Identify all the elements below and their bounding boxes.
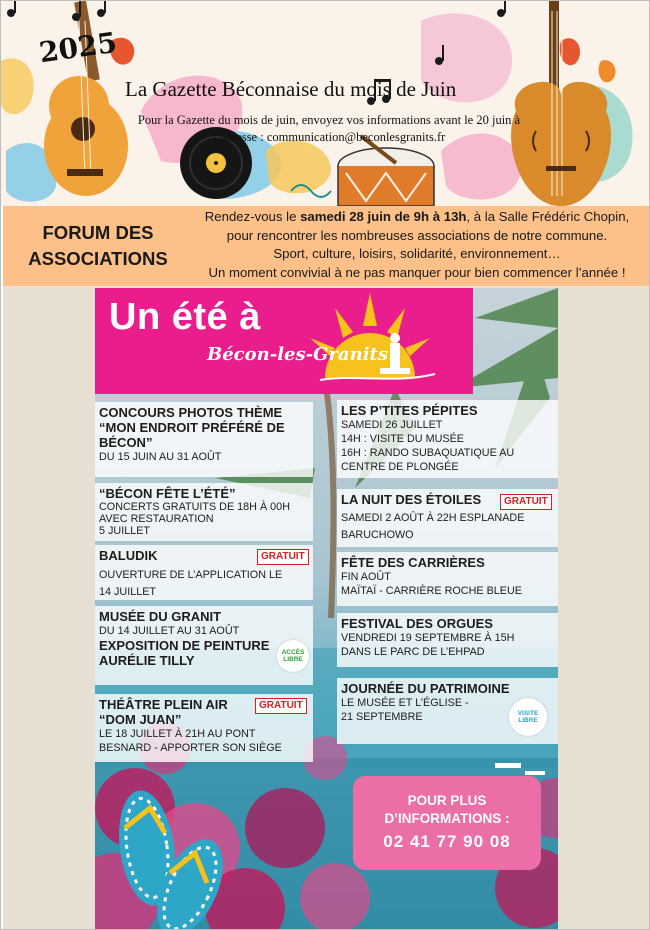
event-concours-photos	[95, 402, 313, 477]
event-detail: FIN AOÛT	[341, 571, 391, 583]
info-line2: D’INFORMATIONS :	[384, 811, 510, 826]
forum-line3: Sport, culture, loisirs, solidarité, environnement…	[273, 246, 561, 261]
gratuit-badge: GRATUIT	[255, 698, 307, 714]
event-detail: CONCERTS GRATUITS DE 18H À 00H	[99, 501, 290, 513]
year-label: 2025	[37, 25, 119, 70]
event-detail: SAMEDI 2 AOÛT À 22H ESPLANADE	[341, 512, 525, 524]
forum-band	[3, 206, 649, 286]
event-title: BALUDIK	[99, 548, 158, 563]
event-detail: AVEC RESTAURATION	[99, 513, 214, 525]
info-line1: POUR PLUS	[407, 793, 487, 808]
event-title: JOURNÉE DU PATRIMOINE	[341, 681, 510, 696]
gratuit-badge: GRATUIT	[500, 494, 552, 510]
event-detail: VENDREDI 19 SEPTEMBRE À 15H	[341, 632, 515, 644]
gazette-subtitle-line1: Pour la Gazette du mois de juin, envoyez vos informations avant le 20 juin à	[137, 113, 521, 127]
event-musee-granit	[95, 606, 313, 685]
event-theatre-plein-air	[95, 694, 313, 762]
info-box	[353, 776, 541, 870]
event-becon-fete-ete	[95, 483, 313, 541]
event-detail: BARUCHOWO	[341, 529, 414, 541]
event-baludik	[95, 545, 313, 600]
event-detail: CENTRE DE PLONGÉE	[341, 461, 459, 473]
event-detail: LE MUSÉE ET L’ÉGLISE -	[341, 697, 469, 709]
event-detail: MAÏTAÏ - CARRIÈRE ROCHE BLEUE	[341, 585, 522, 597]
event-detail: BESNARD - APPORTER SON SIÈGE	[99, 742, 282, 754]
event-title: CONCOURS PHOTOS THÈME “MON ENDROIT PRÉFÉRÉ DE BÉCON”	[99, 405, 285, 450]
poster-title: Un été à	[109, 296, 261, 338]
event-title: “BÉCON FÊTE L’ÉTÉ”	[99, 486, 236, 501]
event-title: MUSÉE DU GRANIT	[99, 609, 222, 624]
event-festival-des-orgues	[337, 613, 558, 667]
event-subtitle: “DOM JUAN”	[99, 712, 182, 727]
forum-line4: Un moment convivial à ne pas manquer pour bien commencer l’année !	[208, 264, 626, 280]
event-detail: DU 14 JUILLET AU 31 AOÛT	[99, 625, 240, 637]
event-subtitle: EXPOSITION DE PEINTURE AURÉLIE TILLY	[99, 638, 270, 668]
summer-poster	[95, 288, 558, 929]
forum-title-line1: FORUM DES	[42, 222, 154, 243]
event-title: FESTIVAL DES ORGUES	[341, 616, 493, 631]
gazette-subtitle	[109, 112, 549, 146]
event-title: LA NUIT DES ÉTOILES	[341, 492, 482, 507]
event-journee-du-patrimoine	[337, 678, 558, 744]
event-nuit-des-etoiles	[337, 489, 558, 547]
gazette-subtitle-line2: l’adresse : communication@beconlesgranits.fr	[212, 130, 446, 144]
gazette-header	[1, 1, 650, 206]
event-detail: OUVERTURE DE L’APPLICATION LE	[99, 569, 283, 581]
forum-line1-pre: Rendez-vous le	[204, 209, 301, 224]
forum-line1-date: samedi 28 juin de 9h à 13h	[300, 209, 467, 224]
event-detail: 5 JUILLET	[99, 525, 151, 537]
event-fete-des-carrieres	[337, 552, 558, 606]
gazette-title: La Gazette Béconnaise du mois de Juin	[125, 77, 457, 101]
visite-libre-badge: VISITE LIBRE	[509, 698, 547, 736]
event-detail: DU 15 JUIN AU 31 AOÛT	[99, 451, 222, 463]
event-title: LES P’TITES PÉPITES	[341, 403, 478, 418]
event-ptites-pepites	[337, 400, 558, 478]
forum-title-line2: ASSOCIATIONS	[28, 248, 168, 269]
event-title: THÉÂTRE PLEIN AIR	[99, 697, 228, 712]
gratuit-badge: GRATUIT	[257, 549, 309, 565]
event-detail: 21 SEPTEMBRE	[341, 711, 423, 723]
acces-libre-badge: ACCÈS LIBRE	[277, 640, 309, 672]
forum-line1	[191, 208, 643, 227]
event-title: FÊTE DES CARRIÈRES	[341, 555, 485, 570]
event-detail: 16H : RANDO SUBAQUATIQUE AU	[341, 447, 515, 459]
event-detail: 14 JUILLET	[99, 586, 157, 598]
event-detail: DANS LE PARC DE L’EHPAD	[341, 646, 485, 658]
event-detail: LE 18 JUILLET À 21H AU PONT	[99, 728, 256, 740]
event-detail: SAMEDI 26 JUILLET	[341, 419, 443, 431]
forum-line2: pour rencontrer les nombreuses associations de notre commune.	[226, 227, 608, 243]
poster-city: Bécon-les-Granits	[207, 344, 388, 365]
forum-line1-post: , à la Salle Frédéric Chopin,	[466, 209, 630, 224]
event-detail: 14H : VISITE DU MUSÉE	[341, 433, 464, 445]
info-phone: 02 41 77 90 08	[383, 832, 511, 851]
forum-title	[13, 220, 183, 272]
forum-description	[191, 208, 643, 282]
